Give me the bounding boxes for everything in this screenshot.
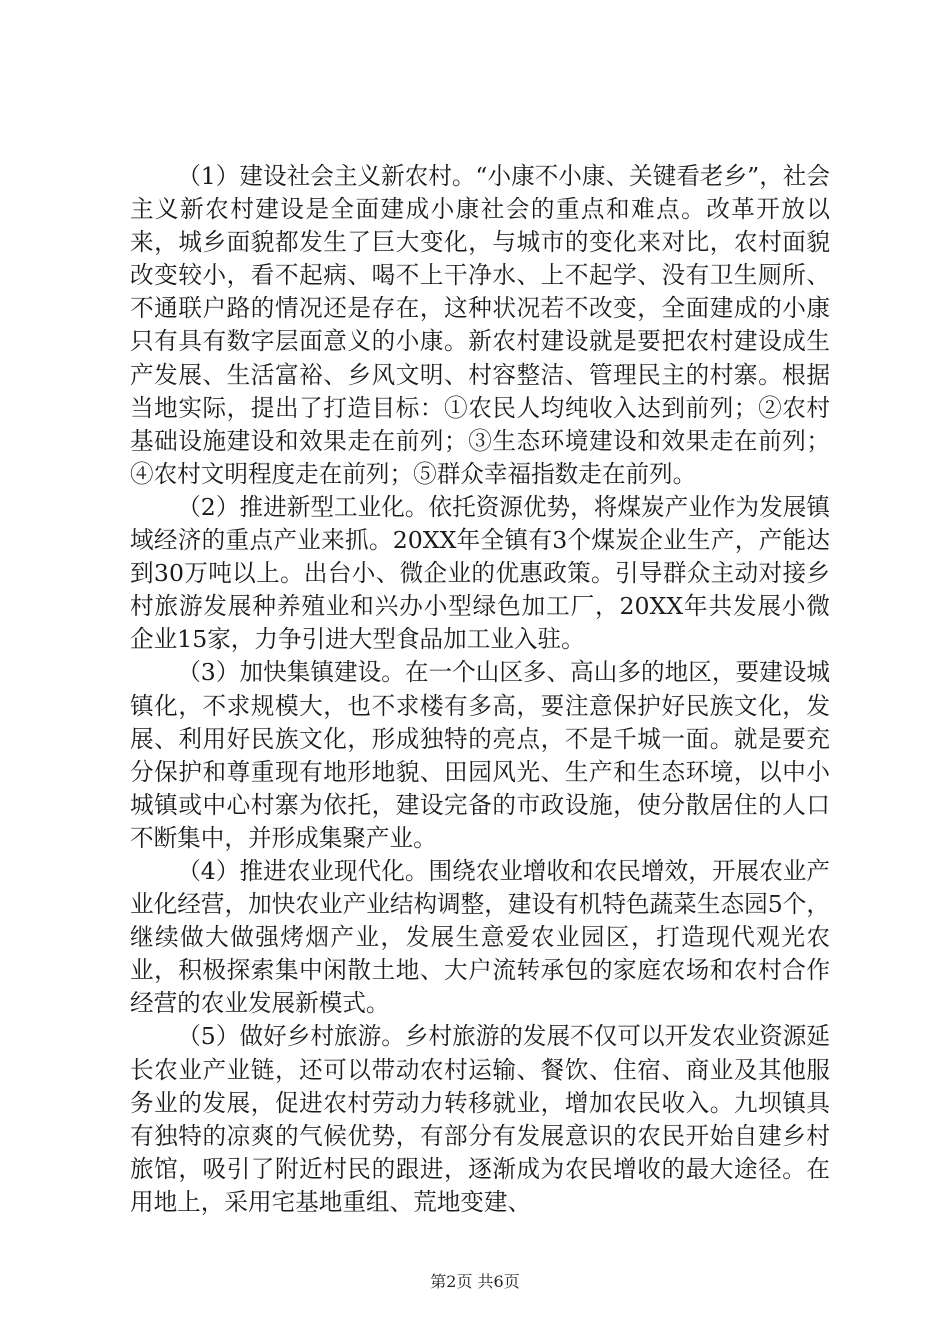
- paragraph-2: （2）推进新型工业化。依托资源优势，将煤炭产业作为发展镇域经济的重点产业来抓。20XX年全镇有3个煤炭企业生产，产能达到30万吨以上。出台小、微企业的优惠政策。引导群众主动对接乡村旅游发展种养殖业和兴办小型绿色加工厂，20XX年共发展小微企业15家，力争引进大型食品加工业入驻。: [130, 492, 830, 654]
- page-footer: 第2页 共6页: [430, 1272, 520, 1291]
- paragraph-4: （4）推进农业现代化。围绕农业增收和农民增效，开展农业产业化经营，加快农业产业结构调整，建设有机特色蔬菜生态园5个，继续做大做强烤烟产业，发展生意爱农业园区，打造现代观光农业，积极探索集中闲散土地、大户流转承包的家庭农场和农村合作经营的农业发展新模式。: [130, 856, 830, 1018]
- paragraph-1: （1）建设社会主义新农村。“小康不小康、关键看老乡”，社会主义新农村建设是全面建成小康社会的重点和难点。改革开放以来，城乡面貌都发生了巨大变化，与城市的变化来对比，农村面貌改变较小，看不起病、喝不上干净水、上不起学、没有卫生厕所、不通联户路的情况还是存在，这种状况若不改变，全面建成的小康只有具有数字层面意义的小康。新农村建设就是要把农村建设成生产发展、生活富裕、乡风文明、村容整洁、管理民主的村寨。根据当地实际，提出了打造目标：①农民人均纯收入达到前列；②农村基础设施建设和效果走在前列；③生态环境建设和效果走在前列；④农村文明程度走在前列；⑤群众幸福指数走在前列。: [130, 162, 830, 488]
- paragraph-3: （3）加快集镇建设。在一个山区多、高山多的地区，要建设城镇化，不求规模大，也不求楼有多高，要注意保护好民族文化，发展、利用好民族文化，形成独特的亮点，不是千城一面。就是要充分保护和尊重现有地形地貌、田园风光、生产和生态环境，以中小城镇或中心村寨为依托，建设完备的市政设施，使分散居住的人口不断集中，并形成集聚产业。: [130, 658, 830, 852]
- document-body: [130, 160, 830, 1219]
- paragraph-5: （5）做好乡村旅游。乡村旅游的发展不仅可以开发农业资源延长农业产业链，还可以带动农村运输、餐饮、住宿、商业及其他服务业的发展，促进农村劳动力转移就业，增加农民收入。九坝镇具有独特的凉爽的气候优势，有部分有发展意识的农民开始自建乡村旅馆，吸引了附近村民的跟进，逐渐成为农民增收的最大途径。在用地上，采用宅基地重组、荒地变建、: [130, 1022, 830, 1216]
